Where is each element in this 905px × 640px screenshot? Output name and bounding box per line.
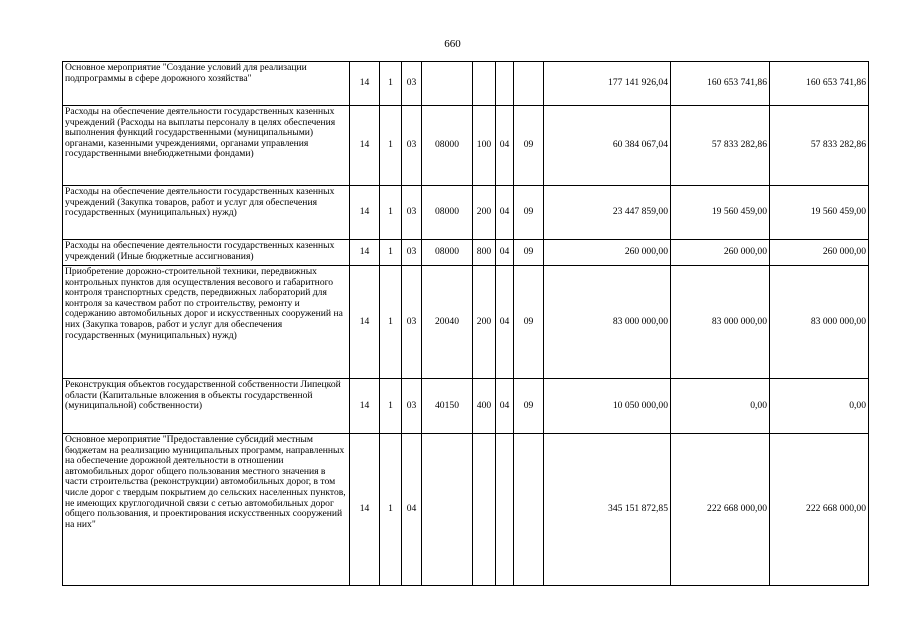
row-name: Реконструкция объектов государственной собственности Липецкой области (Капитальные вложения в объекты государственной (муниципальной) собственности) [63,379,350,434]
amount-year1: 83 000 000,00 [544,266,671,379]
amount-year1: 23 447 859,00 [544,186,671,240]
code-subsection: 09 [514,240,544,266]
code-expense-type: 800 [473,240,496,266]
table-row [63,106,869,186]
amount-year1: 177 141 926,04 [544,62,671,106]
amount-year1: 60 384 067,04 [544,106,671,186]
code-subsection: 09 [514,266,544,379]
amount-year2: 222 668 000,00 [671,434,770,586]
code-expense-type: 200 [473,266,496,379]
code-direction [422,434,473,586]
code-section: 04 [496,186,514,240]
code-admin: 14 [350,62,380,106]
code-admin: 14 [350,240,380,266]
code-admin: 14 [350,266,380,379]
code-subprogram: 03 [402,62,422,106]
amount-year2: 19 560 459,00 [671,186,770,240]
code-subsection: 09 [514,186,544,240]
amount-year2: 160 653 741,86 [671,62,770,106]
code-subprogram: 03 [402,186,422,240]
code-direction [422,62,473,106]
code-subsection: 09 [514,379,544,434]
amount-year1: 260 000,00 [544,240,671,266]
code-subsection [514,434,544,586]
amount-year2: 0,00 [671,379,770,434]
row-name: Расходы на обеспечение деятельности государственных казенных учреждений (Закупка товаров, работ и услуг для обеспечения государственных (муниципальных) нужд) [63,186,350,240]
table-row [63,186,869,240]
code-subprogram: 03 [402,106,422,186]
code-expense-type: 200 [473,186,496,240]
table-body [63,62,869,586]
code-subsection: 09 [514,106,544,186]
code-program: 1 [380,434,402,586]
amount-year2: 57 833 282,86 [671,106,770,186]
code-subprogram: 03 [402,240,422,266]
page-number: 660 [444,38,461,50]
code-section: 04 [496,266,514,379]
amount-year1: 10 050 000,00 [544,379,671,434]
table-row [63,379,869,434]
budget-table [62,61,869,586]
amount-year3: 260 000,00 [770,240,869,266]
code-expense-type [473,62,496,106]
row-name: Расходы на обеспечение деятельности государственных казенных учреждений (Расходы на выплаты персоналу в целях обеспечения выполнения функций государственными (муниципальными) органами, казенными учреждениями, органами управления государственными внебюджетными фондами) [63,106,350,186]
code-program: 1 [380,106,402,186]
table-row [63,62,869,106]
code-direction: 08000 [422,106,473,186]
code-section: 04 [496,106,514,186]
row-name: Основное мероприятие "Создание условий для реализации подпрограммы в сфере дорожного хозяйства" [63,62,350,106]
code-expense-type: 100 [473,106,496,186]
code-admin: 14 [350,434,380,586]
table-row [63,240,869,266]
code-direction: 20040 [422,266,473,379]
amount-year3: 222 668 000,00 [770,434,869,586]
amount-year3: 19 560 459,00 [770,186,869,240]
code-program: 1 [380,62,402,106]
amount-year3: 83 000 000,00 [770,266,869,379]
code-expense-type [473,434,496,586]
code-admin: 14 [350,106,380,186]
table-row [63,266,869,379]
amount-year3: 0,00 [770,379,869,434]
amount-year3: 160 653 741,86 [770,62,869,106]
amount-year1: 345 151 872,85 [544,434,671,586]
code-program: 1 [380,266,402,379]
code-subsection [514,62,544,106]
code-direction: 40150 [422,379,473,434]
amount-year2: 83 000 000,00 [671,266,770,379]
row-name: Приобретение дорожно-строительной техники, передвижных контрольных пунктов для осуществления весового и габаритного контроля транспортных средств, передвижных лабораторий для контроля за качеством работ по строительству, ремонту и содержанию автомобильных дорог и искусственных сооружений на них (Закупка товаров, работ и услуг для обеспечения государственных (муниципальных) нужд) [63,266,350,379]
code-section [496,434,514,586]
amount-year2: 260 000,00 [671,240,770,266]
row-name: Основное мероприятие "Предоставление субсидий местным бюджетам на реализацию муниципальных программ, направленных на обеспечение дорожной деятельности в отношении автомобильных дорог общего пользования местного значения в части строительства (реконструкции) автомобильных дорог, в том числе дорог с твердым покрытием до сельских населенных пунктов, не имеющих круглогодичной связи с сетью автомобильных дорог общего пользования, и проектирования искусственных сооружений на них" [63,434,350,586]
code-direction: 08000 [422,186,473,240]
code-subprogram: 04 [402,434,422,586]
code-program: 1 [380,379,402,434]
code-program: 1 [380,186,402,240]
table-row [63,434,869,586]
code-program: 1 [380,240,402,266]
code-expense-type: 400 [473,379,496,434]
code-admin: 14 [350,186,380,240]
amount-year3: 57 833 282,86 [770,106,869,186]
code-admin: 14 [350,379,380,434]
code-section: 04 [496,379,514,434]
code-subprogram: 03 [402,266,422,379]
code-direction: 08000 [422,240,473,266]
code-section [496,62,514,106]
row-name: Расходы на обеспечение деятельности государственных казенных учреждений (Иные бюджетные ассигнования) [63,240,350,266]
code-subprogram: 03 [402,379,422,434]
code-section: 04 [496,240,514,266]
